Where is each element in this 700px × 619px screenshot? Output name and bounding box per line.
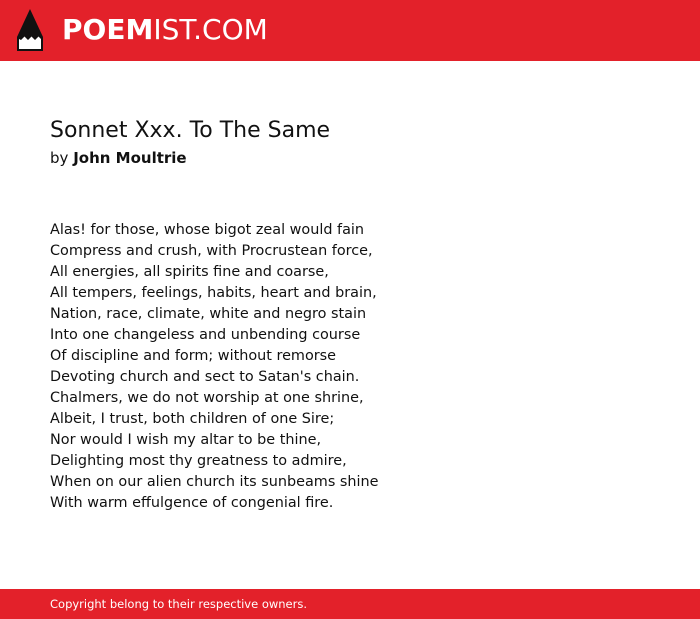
- poem-body: [50, 220, 670, 514]
- poem-line: Devoting church and sect to Satan's chain.: [50, 369, 360, 385]
- byline-prefix: by: [50, 149, 69, 167]
- author-link[interactable]: John Moultrie: [73, 149, 187, 167]
- poem-content: [50, 115, 670, 514]
- copyright-notice: Copyright belong to their respective owners.: [50, 597, 308, 611]
- poem-line: With warm effulgence of congenial fire.: [50, 495, 334, 511]
- poem-byline: [50, 147, 670, 169]
- poem-line: Delighting most thy greatness to admire,: [50, 453, 347, 469]
- poem-line: Alas! for those, whose bigot zeal would fain: [50, 222, 365, 238]
- poem-line: Nation, race, climate, white and negro stain: [50, 306, 367, 322]
- poem-line: Chalmers, we do not worship at one shrine,: [50, 390, 364, 406]
- poem-line: All tempers, feelings, habits, heart and brain,: [50, 285, 377, 301]
- poem-line: When on our alien church its sunbeams shine: [50, 474, 379, 490]
- site-logo-link[interactable]: [62, 12, 268, 48]
- poem-title: Sonnet Xxx. To The Same: [50, 118, 331, 143]
- poem-line: Into one changeless and unbending course: [50, 327, 361, 343]
- logo-text-light: IST.COM: [153, 13, 268, 46]
- pencil-tip-icon[interactable]: [17, 9, 43, 51]
- poem-line: All energies, all spirits fine and coarse,: [50, 264, 329, 280]
- poem-line: Albeit, I trust, both children of one Sire;: [50, 411, 335, 427]
- site-header: [0, 0, 700, 61]
- poem-line: Compress and crush, with Procrustean force,: [50, 243, 373, 259]
- site-footer: [0, 589, 700, 619]
- poem-line: Of discipline and form; without remorse: [50, 348, 337, 364]
- logo-text-bold: POEM: [62, 13, 154, 46]
- poem-line: Nor would I wish my altar to be thine,: [50, 432, 322, 448]
